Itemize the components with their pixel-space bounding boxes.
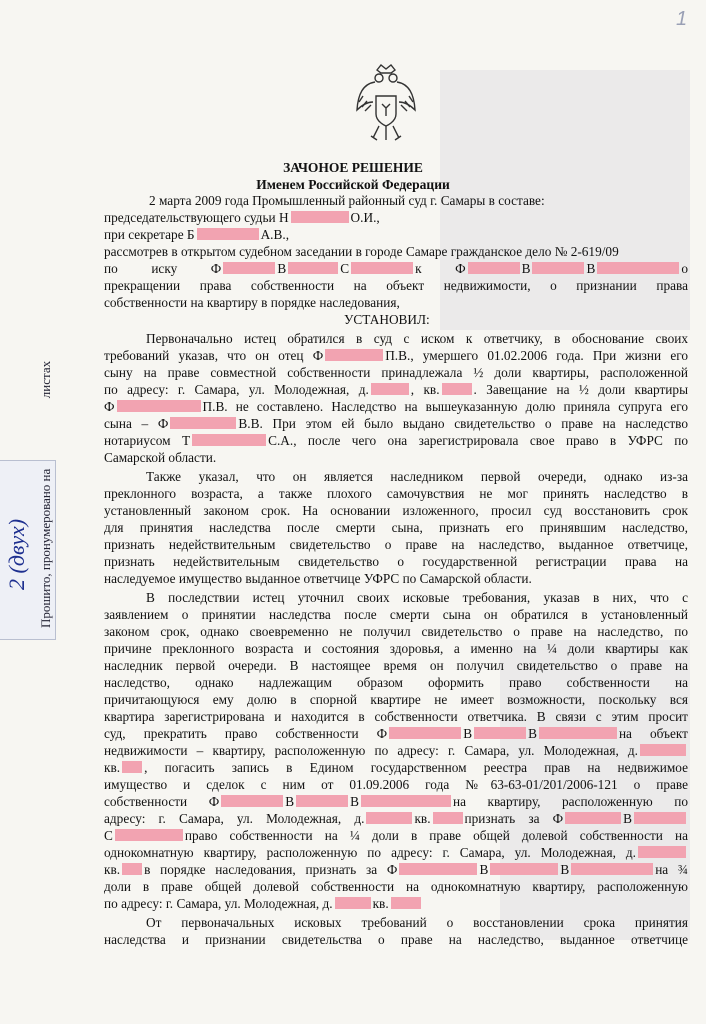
text-span: к Ф: [415, 261, 466, 276]
redaction: [442, 383, 472, 395]
text-line: [104, 640, 688, 657]
redaction: [468, 262, 520, 274]
document-subtitle: Именем Российской Федерации: [256, 177, 450, 192]
text-line: [146, 914, 688, 931]
redaction: [391, 897, 421, 909]
text-span: сына – Ф: [104, 416, 169, 431]
text-span: кв.: [414, 811, 431, 826]
text-span: доли в праве общей долевой собственности на однокомнатную квартиру, расположенную: [104, 879, 688, 894]
text-line: [146, 468, 688, 485]
redaction: [399, 863, 477, 875]
redaction: [223, 262, 275, 274]
text-span: С: [340, 261, 350, 276]
text-line: [104, 606, 688, 623]
text-span: заявлением о принятии наследства после смерти сына он обратился в установленный: [104, 607, 688, 622]
text-span: установленный законом срок. На основании изложенного, просил суд восстановить срок: [104, 503, 688, 518]
redaction: [366, 812, 412, 824]
text-line: [104, 708, 688, 725]
redaction: [325, 349, 383, 361]
redaction: [539, 727, 617, 739]
text-span: по адресу: г. Самара, ул. Молодежная, д.: [104, 896, 333, 911]
text-line: [104, 759, 688, 776]
document-title: ЗАЧОНОЕ РЕШЕНИЕ: [283, 160, 423, 175]
text-span: В: [521, 261, 531, 276]
text-span: С.А., после чего она зарегистрировала свое право в УФРС по: [268, 433, 688, 448]
text-line: [104, 691, 688, 708]
redaction: [197, 228, 259, 240]
text-line: [104, 776, 688, 793]
text-span: кв.: [104, 862, 121, 877]
text-span: однокомнатную квартиру, расположенную по адресу: г. Самара, ул. Молодежная, д.: [104, 845, 636, 860]
redaction: [221, 795, 283, 807]
text-span: В: [528, 726, 537, 741]
page-number: 1: [676, 8, 688, 30]
text-span: недвижимости – квартиру, расположенную по адресу: г. Самара, ул. Молодежная, д.: [104, 743, 638, 758]
text-span: право собственности на ¼ доли в праве общей долевой собственности на: [184, 828, 688, 843]
text-span: суд, прекратить право собственности Ф: [104, 726, 388, 741]
redaction: [117, 400, 201, 412]
text-line: [104, 432, 688, 449]
redaction: [640, 744, 686, 756]
redaction: [351, 262, 413, 274]
redaction: [565, 812, 621, 824]
text-span: признать за Ф: [464, 811, 564, 826]
text-span: В: [350, 794, 359, 809]
redaction: [490, 863, 558, 875]
redaction: [122, 761, 142, 773]
text-line: [104, 742, 688, 759]
text-line: [104, 347, 688, 364]
text-span: . Завещание на ½ доли квартиры: [473, 382, 688, 397]
text-line: [104, 415, 688, 432]
text-span: 2 марта 2009 года Промышленный районный суд г. Самары в составе:: [149, 193, 545, 208]
text-span: наследник первой очереди. В настоящее время он получил свидетельство о праве на: [104, 658, 688, 673]
text-line: [104, 209, 380, 226]
text-span: кв.: [104, 760, 121, 775]
text-line: [104, 381, 688, 398]
redaction: [389, 727, 461, 739]
text-span: нотариусом Т: [104, 433, 191, 448]
redaction: [115, 829, 183, 841]
text-span: О.И.,: [350, 210, 380, 225]
text-line: [104, 485, 688, 502]
text-span: причитающуюся ему долю в спорной квартире не имеет возможности, поскольку вся: [104, 692, 688, 707]
stamp-handwritten-count: 2 (двух): [4, 518, 29, 590]
text-line: [104, 243, 619, 260]
text-span: адресу: г. Самара, ул. Молодежная, д.: [104, 811, 365, 826]
text-line: [104, 810, 688, 827]
text-span: по иску Ф: [104, 261, 222, 276]
redaction: [122, 863, 142, 875]
text-span: В: [560, 862, 570, 877]
redaction: [170, 417, 236, 429]
text-line: [104, 502, 688, 519]
stamp-printed: Прошито, пронумеровано на: [38, 468, 53, 628]
text-span: В.В. При этом ей было выдано свидетельство о праве на наследство: [238, 416, 688, 431]
text-line: [104, 364, 688, 381]
text-span: Первоначально истец обратился в суд с иском к ответчику, в обоснование своих: [146, 331, 688, 346]
text-line: [104, 570, 532, 587]
text-line: [104, 294, 400, 311]
text-line: [104, 536, 688, 553]
redaction: [571, 863, 653, 875]
redaction: [474, 727, 526, 739]
text-span: наследства и признании свидетельства о праве на наследство, выданное ответчице: [104, 932, 688, 947]
text-line: [104, 878, 688, 895]
text-span: председательствующего судьи Н: [104, 210, 289, 225]
text-span: В: [463, 726, 473, 741]
redaction: [192, 434, 266, 446]
text-span: требований указав, что он отец Ф: [104, 348, 324, 363]
text-line: [104, 260, 688, 277]
text-line: [104, 674, 688, 691]
text-span: П.В., умершего 01.02.2006 года. При жизни его: [385, 348, 688, 363]
text-span: о: [681, 261, 689, 276]
text-span: , погасить запись в Едином государственном реестра прав на недвижимое: [144, 760, 688, 775]
text-span: при секретаре Б: [104, 227, 195, 242]
text-span: В последствии истец уточнил своих исковые требования, указав в них, что с: [146, 590, 688, 605]
text-span: В: [623, 811, 632, 826]
redaction: [291, 211, 349, 223]
text-span: на объект: [618, 726, 688, 741]
text-span: квартира зарегистрирована и находится в собственности ответчика. В связи с этим просит: [104, 709, 688, 724]
section-heading: [344, 311, 430, 328]
text-line: [104, 277, 688, 294]
text-line: [104, 793, 688, 810]
text-span: В: [285, 794, 295, 809]
text-span: А.В.,: [260, 227, 290, 242]
redaction: [433, 812, 463, 824]
text-line: [104, 827, 688, 844]
text-line: [149, 192, 545, 209]
text-span: прекращении права собственности на объект недвижимости, о признании права: [104, 278, 688, 293]
text-line: [104, 725, 688, 742]
redaction: [296, 795, 348, 807]
text-line: [104, 623, 688, 640]
text-span: в порядке наследования, признать за Ф: [144, 862, 398, 877]
text-span: собственности на квартиру в порядке наследования,: [104, 295, 400, 310]
redaction: [371, 383, 409, 395]
stamp-suffix: листах: [38, 360, 53, 399]
text-span: признать недействительным свидетельство о государственной регистрации права на: [104, 554, 688, 569]
text-span: кв.: [372, 896, 389, 911]
text-span: , кв.: [410, 382, 440, 397]
redaction: [532, 262, 584, 274]
text-span: собственности Ф: [104, 794, 220, 809]
text-span: рассмотрев в открытом судебном заседании в городе Самаре гражданское дело № 2-619/09: [104, 244, 619, 259]
redaction: [335, 897, 371, 909]
text-line: [104, 861, 688, 878]
text-line: [104, 449, 216, 466]
text-line: [104, 398, 688, 415]
text-line: [104, 895, 423, 912]
text-span: по адресу: г. Самара, ул. Молодежная, д.: [104, 382, 369, 397]
text-line: [146, 589, 688, 606]
text-line: [104, 657, 688, 674]
text-line: [104, 931, 688, 948]
text-span: на квартиру, расположенную по: [452, 794, 688, 809]
text-line: [146, 330, 688, 347]
redaction: [288, 262, 338, 274]
text-span: признать недействительным свидетельство о праве на наследство, выданное ответчице,: [104, 537, 688, 552]
text-span: для принятия наследства после смерти сына, признать его принявшим наследство,: [104, 520, 688, 535]
text-span: С: [104, 828, 113, 843]
text-span: П.В. не составлено. Наследство на вышеуказанную долю приняла супруга его: [202, 399, 688, 414]
text-span: преклонного возраста, а также плохого самочувствия не мог принять наследство в: [104, 486, 688, 501]
text-span: наследуемое имущество выданное ответчице УФРС по Самарской области.: [104, 571, 532, 586]
text-line: [104, 844, 688, 861]
text-span: причине преклонного возраста и состояния здоровья, а именно на ¼ доли квартиры как: [104, 641, 688, 656]
text-span: Ф: [104, 399, 115, 414]
text-span: Самарской области.: [104, 450, 217, 465]
redaction: [634, 812, 686, 824]
text-line: [104, 226, 289, 243]
text-span: В: [277, 261, 287, 276]
binding-stamp-text: [38, 361, 54, 628]
text-span: В: [586, 261, 596, 276]
text-line: [104, 519, 688, 536]
redaction: [361, 795, 451, 807]
text-line: [104, 553, 688, 570]
coat-of-arms-icon: [355, 62, 417, 144]
text-span: УСТАНОВИЛ:: [344, 312, 430, 327]
redaction: [638, 846, 686, 858]
text-span: на ¾: [655, 862, 688, 877]
text-span: имущество и сделок с ним от 01.09.2006 года №63-63-01/201/2006-121 о праве: [104, 777, 688, 792]
text-span: В: [479, 862, 489, 877]
text-span: От первоначальных исковых требований о восстановлении срока принятия: [146, 915, 688, 930]
text-span: наследство, однако надлежащим образом оформить право собственности на: [104, 675, 688, 690]
redaction: [597, 262, 679, 274]
text-span: Также указал, что он является наследником первой очереди, однако из-за: [146, 469, 688, 484]
text-span: законом срок, однако своевременно не получил свидетельство о праве на наследство, по: [104, 624, 688, 639]
text-span: сыну на праве совместной собственности принадлежала ½ доли квартиры, расположенной: [104, 365, 688, 380]
